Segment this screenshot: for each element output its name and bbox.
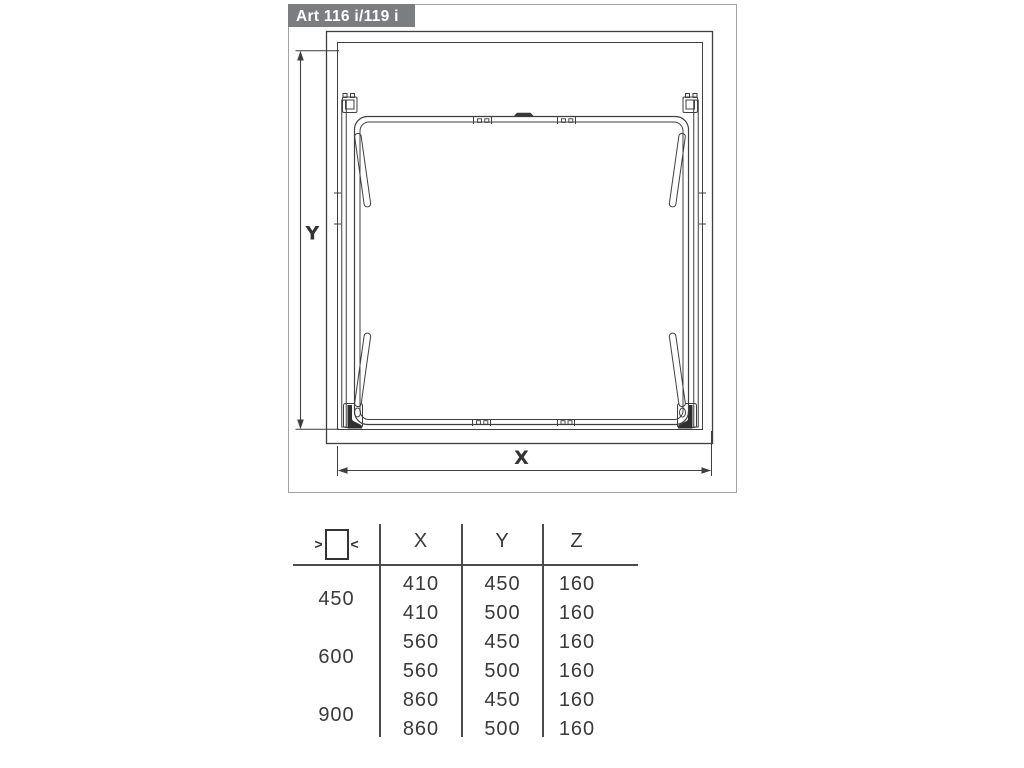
- group-label-900: 900: [318, 703, 355, 726]
- group-label-450: 450: [318, 587, 355, 610]
- drawing-title: Art 116 i/119 i: [296, 7, 399, 25]
- column-header-z: Z: [570, 529, 584, 552]
- dimension-x-label: X: [514, 447, 529, 469]
- cell-y: 450: [484, 573, 521, 595]
- cabinet-width-arrow-left: >: [314, 536, 323, 552]
- column-header-y: Y: [495, 529, 510, 552]
- drawing-title-badge: [288, 4, 415, 27]
- cell-x: 410: [402, 573, 440, 595]
- frame-strut-top: [354, 133, 371, 207]
- table-row: [293, 570, 641, 599]
- cabinet-box: [325, 529, 349, 560]
- dimension-y: [296, 51, 340, 429]
- cell-y: 500: [484, 718, 521, 740]
- cell-x: 410: [402, 602, 440, 624]
- cell-x: 860: [402, 718, 440, 740]
- table-row: [293, 715, 641, 744]
- table-row: [293, 628, 641, 657]
- cell-z: 160: [558, 689, 596, 711]
- dimension-table: [293, 518, 641, 760]
- frame-strut-bottom: [354, 333, 371, 407]
- cell-z: 160: [558, 573, 596, 595]
- right-rail-assembly: [669, 94, 706, 429]
- cell-z: 160: [558, 631, 596, 653]
- cabinet-width-icon: [293, 518, 380, 570]
- cell-x: 560: [402, 660, 440, 682]
- table-header-rule: [293, 564, 638, 566]
- group-label-600: 600: [318, 645, 355, 668]
- cell-y: 500: [484, 602, 521, 624]
- rail-top-clip: [343, 94, 358, 113]
- dimension-x: [338, 431, 712, 476]
- cell-y: 450: [484, 631, 521, 653]
- cell-z: 160: [558, 660, 596, 682]
- cell-z: 160: [558, 602, 596, 624]
- cabinet-outline: [327, 32, 713, 444]
- table-row: [293, 686, 641, 715]
- pullout-frame: [355, 117, 689, 425]
- cell-x: 860: [402, 689, 440, 711]
- cell-z: 160: [558, 718, 596, 740]
- table-row: [293, 657, 641, 686]
- cell-x: 560: [402, 631, 440, 653]
- column-header-x: X: [413, 529, 429, 552]
- table-row: [293, 599, 641, 628]
- left-rail-assembly: [334, 94, 371, 429]
- cell-y: 500: [484, 660, 521, 682]
- frame-center-tab: [514, 113, 535, 117]
- cell-y: 450: [484, 689, 521, 711]
- dimension-y-label: Y: [305, 222, 320, 245]
- cabinet-width-arrow-right: <: [350, 536, 359, 552]
